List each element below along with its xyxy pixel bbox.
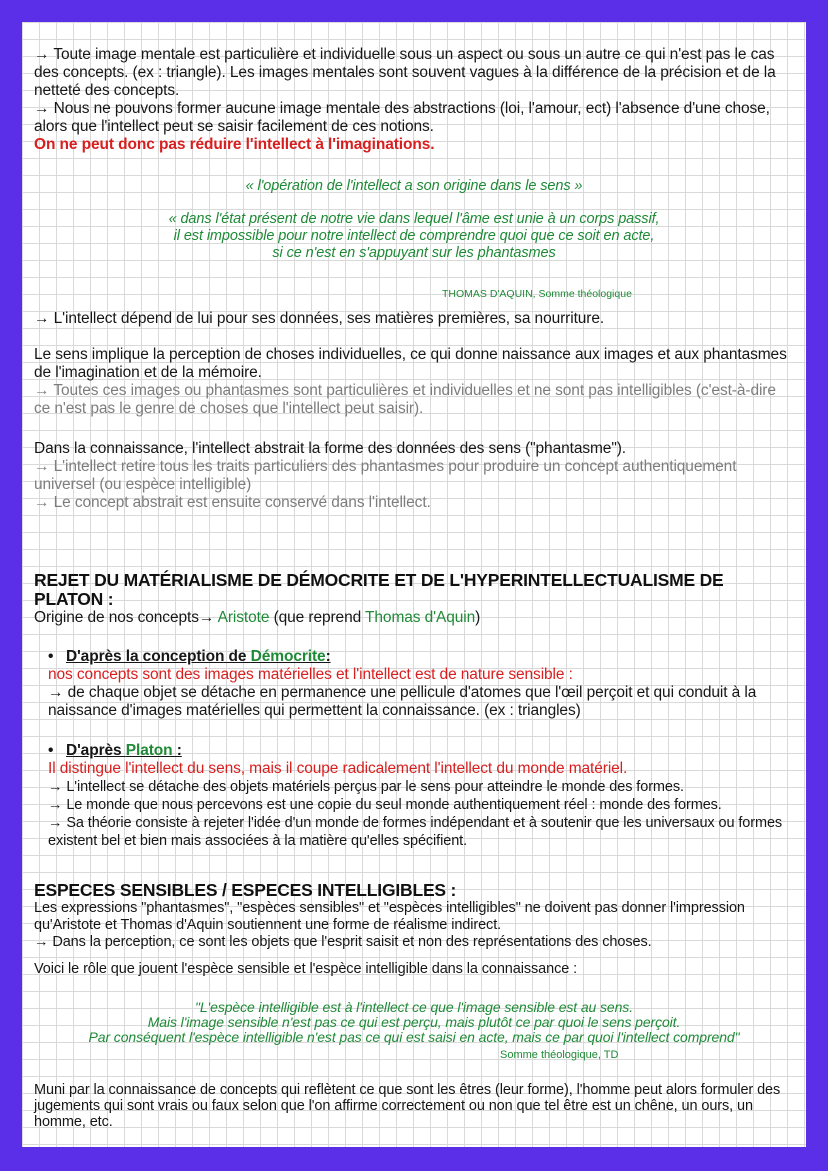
bullet-democrite [48,648,794,720]
paragraph-phantasmes-gray: → Toutes ces images ou phantasmes sont particulières et individuelles et ne sont pas intelligibles (c'est-à-dire ce n'est pas le genre de choses que l'intellect peut saisir). [34,382,776,417]
democrite-title: • D'après la conception de Démocrite: [48,648,331,665]
intro-block [34,46,794,154]
quote-line: si ce n'est en s'appuyant sur les phantasmes [272,245,556,261]
origin-prefix: Origine de nos concepts→ [34,609,218,626]
origin-aristote: Aristote [217,609,270,626]
connaissance-block [34,440,794,512]
especes-p2: → Dans la perception, ce sont les objets que l'esprit saisit et non des représentations des choses. [34,934,652,950]
quote-origine-sens: « l'opération de l'intellect a son origine dans le sens » [245,178,583,194]
origine-concepts [34,609,794,627]
especes-p3: Voici le rôle que jouent l'espèce sensible et l'espèce intelligible dans la connaissance : [34,961,578,977]
platon-line-3: → Sa théorie consiste à rejeter l'idée d'un monde de formes indépendant et à soutenir que les universaux ou formes existent bel et bien mais associées à la matière qu'elles spécifient. [48,815,783,849]
democrite-colon: : [325,648,331,665]
democrite-thesis: nos concepts sont des images matérielles et l'intellect est de nature sensible : [48,666,573,683]
source-thomas: THOMAS D'AQUIN, Somme théologique [442,288,632,300]
origin-thomas: Thomas d'Aquin [365,609,476,626]
quote-line: "L'espèce intelligible est à l'intellect ce que l'image sensible est au sens. [195,999,633,1015]
notes-page [22,22,806,1147]
platon-name: Platon [125,742,173,759]
democrite-title-prefix: D'après la conception de [66,648,251,665]
section-rejet [34,571,794,627]
platon-colon: : [172,742,182,759]
quote-phantasmes [34,211,794,262]
quote-line: Par conséquent l'espèce intelligible n'est pas ce qui est saisi en acte, mais ce par quoi l'intellect comprend" [88,1029,740,1045]
paragraph-abstractions: → Nous ne pouvons former aucune image mentale des abstractions (loi, l'amour, ect) l'absence d'une chose, alors que l'intellect peut se saisir facilement de ces notions. [34,100,770,135]
section-especes [34,881,794,978]
especes-p1: Les expressions "phantasmes", "espèces sensibles" et "espèces intelligibles" ne doivent pas donner l'impression qu'Aristote et Thomas d'Aquin soutiennent une forme de réalisme indirect. [34,900,745,933]
platon-thesis: Il distingue l'intellect du sens, mais il coupe radicalement l'intellect du monde matériel. [48,760,628,777]
bullet-platon [48,742,794,850]
paragraph-abstraction: Dans la connaissance, l'intellect abstrait la forme des données des sens ("phantasme"). [34,440,627,457]
origin-end: ) [475,609,481,626]
paragraph-retire: → L'intellect retire tous les traits particuliers des phantasmes pour produire un concept authentiquement universel (ou espèce intelligible) [34,458,737,493]
paragraph-images-mentales: → Toute image mentale est particulière et individuelle sous un aspect ou sous un autre ce qui n'est pas le cas des concepts. (ex : triangle). Les images mentales sont souvent vagues à la différence de la précision et de la netteté des concepts. [34,46,776,99]
platon-title-prefix: D'après [66,742,126,759]
platon-line-1: → L'intellect se détache des objets matériels perçus par le sens pour atteindre le monde des formes. [48,779,684,795]
platon-line-2: → Le monde que nous percevons est une copie du seul monde authentiquement réel : monde des formes. [48,797,722,813]
source-somme: Somme théologique, TD [500,1049,619,1061]
sens-block [34,346,794,418]
paragraph-conserve: → Le concept abstrait est ensuite conservé dans l'intellect. [34,494,431,511]
democrite-name: Démocrite [250,648,326,665]
paragraph-sens: Le sens implique la perception de choses individuelles, ce qui donne naissance aux images et aux phantasmes de l'imagination et de la mémoire. [34,346,787,381]
section-title-rejet: REJET DU MATÉRIALISME DE DÉMOCRITE ET DE L'HYPERINTELLECTUALISME DE PLATON : [34,570,724,609]
origin-mid: (que reprend [269,609,366,626]
conclusion-imagination: On ne peut donc pas réduire l'intellect à l'imaginations. [34,136,435,153]
paragraph-final: Muni par la connaissance de concepts qui reflètent ce que sont les êtres (leur forme), l'homme peut alors formuler des jugements qui sont vrais ou faux selon que l'on affirme correctement ou non que tel être est un chêne, un ours, un homme, etc. [34,1082,781,1130]
paragraph-intellect-depend: → L'intellect dépend de lui pour ses données, ses matières premières, sa nourriture. [34,310,605,327]
platon-title: • D'après Platon : [48,742,182,759]
quote-line: Mais l'image sensible n'est pas ce qui est perçu, mais plutôt ce par quoi le sens perçoit. [147,1014,681,1030]
quote-espece-intelligible [34,1000,794,1045]
quote-line: « dans l'état présent de notre vie dans lequel l'âme est unie à un corps passif, [168,211,660,227]
democrite-text: → de chaque objet se détache en permanence une pellicule d'atomes que l'œil perçoit et qui conduit à la naissance d'images matérielles qui permettent la connaissance. (ex : triangles) [48,684,757,719]
quote-line: il est impossible pour notre intellect de comprendre quoi que ce soit en acte, [173,228,655,244]
section-title-especes: ESPECES SENSIBLES / ESPECES INTELLIGIBLES : [34,880,457,900]
